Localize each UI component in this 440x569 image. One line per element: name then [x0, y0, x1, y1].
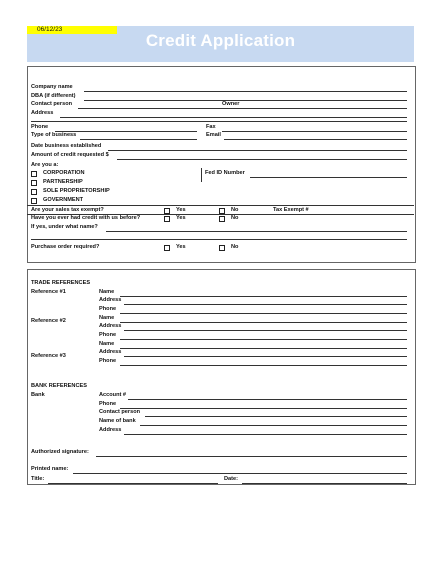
field-date-established[interactable]: [108, 150, 407, 151]
label-type-of-business: Type of business: [31, 132, 77, 138]
checkbox-partnership[interactable]: [31, 180, 37, 186]
label-address: Address: [31, 110, 54, 116]
field-email[interactable]: [224, 139, 407, 140]
checkbox-corporation[interactable]: [31, 171, 37, 177]
label-title: Title:: [31, 476, 45, 482]
label-ref3: Reference #3: [31, 353, 66, 359]
label-company-name: Company name: [31, 84, 73, 90]
label-bank-contact: Contact person: [99, 409, 141, 415]
label-had-credit-yes: Yes: [176, 215, 186, 221]
field-address[interactable]: [60, 117, 407, 118]
trade-references-heading: TRADE REFERENCES: [31, 280, 91, 286]
label-email: Email: [206, 132, 221, 138]
label-are-you: Are you a:: [31, 162, 59, 168]
label-fed-id: Fed ID Number: [205, 170, 245, 176]
label-ref2-name: Name: [99, 315, 115, 321]
label-had-credit-q: Have you ever had credit with us before?: [31, 215, 141, 221]
label-had-credit-no: No: [231, 215, 239, 221]
field-fed-id[interactable]: [250, 177, 407, 178]
date-field: 06/12/23: [27, 26, 117, 34]
field-dba[interactable]: [84, 100, 407, 101]
applicant-section: [27, 66, 416, 263]
field-if-yes-line2[interactable]: [31, 239, 407, 240]
label-ref3-phone: Phone: [99, 358, 117, 364]
field-contact-person[interactable]: [78, 108, 407, 109]
field-ref2-name[interactable]: [120, 322, 407, 323]
label-ref3-name: Name: [99, 341, 115, 347]
field-name-of-bank[interactable]: [140, 425, 407, 426]
label-name-of-bank: Name of bank: [99, 418, 136, 424]
label-amount-requested: Amount of credit requested $: [31, 152, 109, 158]
label-sole-proprietorship: SOLE PROPRIETORSHIP: [43, 188, 110, 194]
field-fax[interactable]: [222, 131, 407, 132]
field-company-name[interactable]: [84, 91, 407, 92]
label-tax-exempt-no: No: [231, 207, 239, 213]
field-amount-requested[interactable]: [117, 159, 407, 160]
label-phone: Phone: [31, 124, 49, 130]
label-partnership: PARTNERSHIP: [43, 179, 83, 185]
page-title: Credit Application: [145, 31, 296, 50]
divider-tax: [27, 205, 414, 206]
label-po-yes: Yes: [176, 244, 186, 250]
field-address-line2[interactable]: [31, 121, 407, 122]
label-authorized-signature: Authorized signature:: [31, 449, 89, 455]
field-date[interactable]: [242, 483, 407, 484]
label-printed-name: Printed name:: [31, 466, 69, 472]
label-dba: DBA (if different): [31, 93, 76, 99]
label-tax-exempt-q: Are your sales tax exempt?: [31, 207, 104, 213]
bank-references-heading: BANK REFERENCES: [31, 383, 87, 389]
label-po-required-q: Purchase order required?: [31, 244, 100, 250]
label-date-established: Date business established: [31, 143, 102, 149]
label-po-no: No: [231, 244, 239, 250]
label-account: Account #: [99, 392, 127, 398]
label-tax-exempt-num: Tax Exempt #: [273, 207, 309, 213]
field-ref3-address[interactable]: [124, 356, 407, 357]
label-ref3-address: Address: [99, 349, 122, 355]
label-ref1-phone: Phone: [99, 306, 117, 312]
field-ref2-address[interactable]: [124, 330, 407, 331]
checkbox-had-credit-no[interactable]: [219, 216, 225, 222]
label-ref1-name: Name: [99, 289, 115, 295]
checkbox-government[interactable]: [31, 198, 37, 204]
label-ref2-phone: Phone: [99, 332, 117, 338]
checkbox-po-no[interactable]: [219, 245, 225, 251]
checkbox-had-credit-yes[interactable]: [164, 216, 170, 222]
field-ref3-name[interactable]: [120, 348, 407, 349]
label-corporation: CORPORATION: [43, 170, 85, 176]
label-government: GOVERNMENT: [43, 197, 84, 203]
field-account[interactable]: [128, 399, 407, 400]
field-bank-phone[interactable]: [120, 408, 407, 409]
label-bank: Bank: [31, 392, 45, 398]
label-if-yes: If yes, under what name?: [31, 224, 98, 230]
label-bank-phone: Phone: [99, 401, 117, 407]
checkbox-po-yes[interactable]: [164, 245, 170, 251]
label-contact-person: Contact person: [31, 101, 73, 107]
field-bank-contact[interactable]: [145, 416, 407, 417]
field-ref1-name[interactable]: [120, 296, 407, 297]
label-tax-exempt-yes: Yes: [176, 207, 186, 213]
label-ref1-address: Address: [99, 297, 122, 303]
field-ref2-phone[interactable]: [120, 339, 407, 340]
field-phone[interactable]: [55, 131, 197, 132]
label-bank-address: Address: [99, 427, 122, 433]
fed-id-divider: [201, 168, 202, 182]
label-fax: Fax: [206, 124, 216, 130]
field-ref1-address[interactable]: [124, 304, 407, 305]
field-ref3-phone[interactable]: [120, 365, 407, 366]
label-ref1: Reference #1: [31, 289, 66, 295]
checkbox-sole-proprietorship[interactable]: [31, 189, 37, 195]
label-ref2-address: Address: [99, 323, 122, 329]
field-printed-name[interactable]: [73, 473, 407, 474]
label-ref2: Reference #2: [31, 318, 66, 324]
field-title[interactable]: [48, 483, 218, 484]
field-if-yes[interactable]: [106, 231, 407, 232]
label-owner: Owner: [222, 101, 240, 107]
field-authorized-signature[interactable]: [96, 456, 407, 457]
label-date: Date:: [224, 476, 238, 482]
title-banner: [27, 26, 414, 62]
field-type-of-business[interactable]: [80, 139, 197, 140]
field-ref1-phone[interactable]: [120, 313, 407, 314]
field-bank-address[interactable]: [124, 434, 407, 435]
